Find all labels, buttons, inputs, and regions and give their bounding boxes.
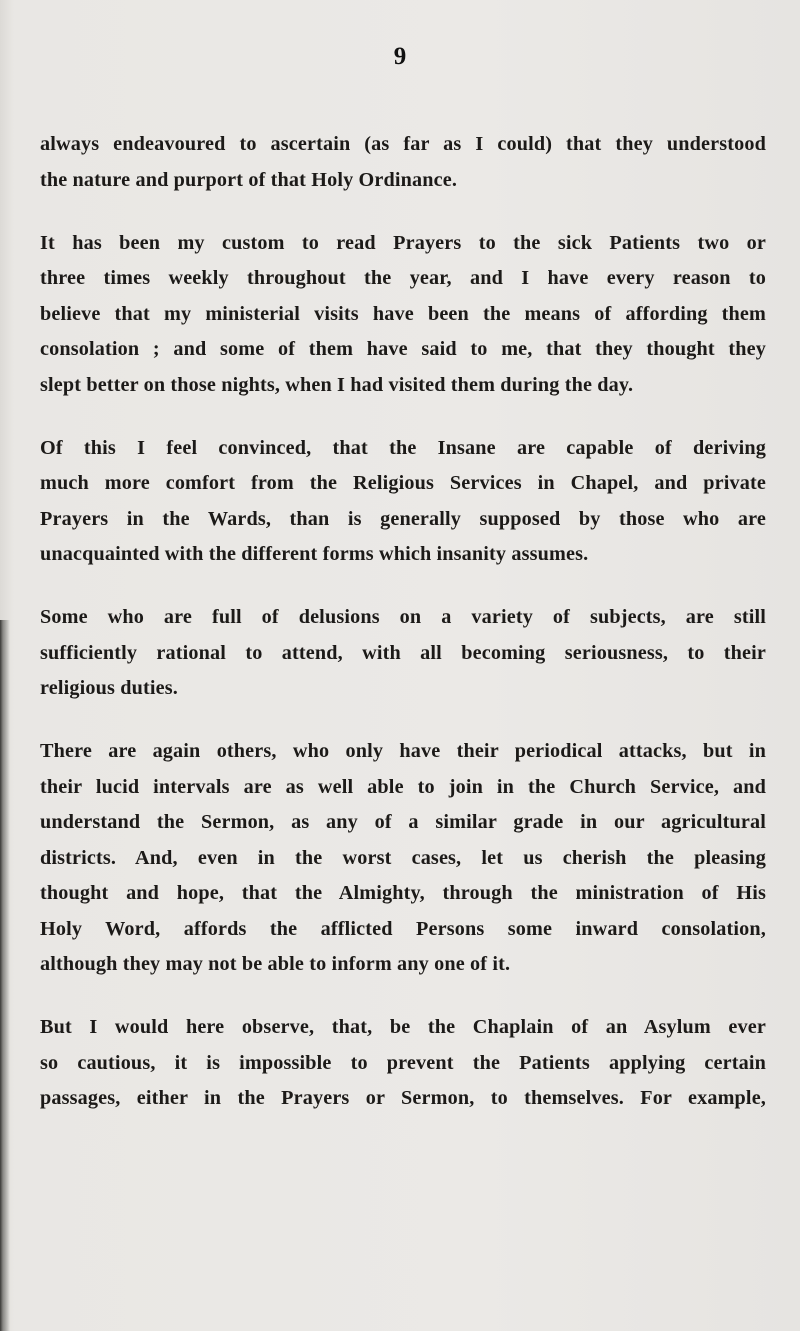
text-line: believe that my ministerial visits have been the means of affording them xyxy=(40,302,766,325)
page-number: 9 xyxy=(393,43,407,70)
text-line: But I would here observe, that, be the Chaplain of an Asylum ever xyxy=(40,1016,766,1038)
text-line: much more comfort from the Religious Services in Chapel, and private xyxy=(40,472,766,494)
text-line: three times weekly throughout the year, and I have every reason to xyxy=(40,267,766,289)
text-line: Holy Word, affords the afflicted Persons some inward consolation, xyxy=(40,917,766,940)
text-line: their lucid intervals are as well able to join in the Church Service, and xyxy=(40,775,766,798)
paragraph-4 xyxy=(40,600,766,707)
text-line: Of this I feel convinced, that the Insane are capable of deriving xyxy=(40,436,766,459)
text-line: the nature and purport of that Holy Ordinance. xyxy=(40,168,458,191)
page-binding-shadow xyxy=(0,620,10,1331)
text-line: thought and hope, that the Almighty, through the ministration of His xyxy=(40,882,766,904)
paragraph-6 xyxy=(40,1010,766,1117)
text-line: Some who are full of delusions on a variety of subjects, are still xyxy=(40,606,766,628)
text-line: always endeavoured to ascertain (as far as I could) that they understood xyxy=(40,133,766,155)
paragraph-2 xyxy=(40,226,766,404)
text-line: although they may not be able to inform any one of it. xyxy=(40,953,511,975)
paragraph-3 xyxy=(40,431,766,573)
text-line: unacquainted with the different forms which insanity assumes. xyxy=(40,543,589,565)
body-text xyxy=(40,127,766,1117)
paragraph-1 xyxy=(40,127,766,198)
text-line: There are again others, who only have their periodical attacks, but in xyxy=(40,740,766,762)
text-line: religious duties. xyxy=(40,677,178,699)
text-line: passages, either in the Prayers or Sermon, to themselves. For example, xyxy=(40,1087,766,1109)
text-line: so cautious, it is impossible to prevent the Patients applying certain xyxy=(40,1051,766,1074)
text-line: districts. And, even in the worst cases, let us cherish the pleasing xyxy=(40,846,766,869)
text-line: slept better on those nights, when I had visited them during the day. xyxy=(40,373,634,396)
paragraph-5 xyxy=(40,734,766,983)
text-line: consolation ; and some of them have said to me, that they thought they xyxy=(40,338,766,360)
text-line: It has been my custom to read Prayers to the sick Patients two or xyxy=(40,231,766,254)
text-line: sufficiently rational to attend, with all becoming seriousness, to their xyxy=(40,641,766,664)
text-line: understand the Sermon, as any of a similar grade in our agricultural xyxy=(40,811,766,833)
text-line: Prayers in the Wards, than is generally supposed by those who are xyxy=(40,507,766,530)
